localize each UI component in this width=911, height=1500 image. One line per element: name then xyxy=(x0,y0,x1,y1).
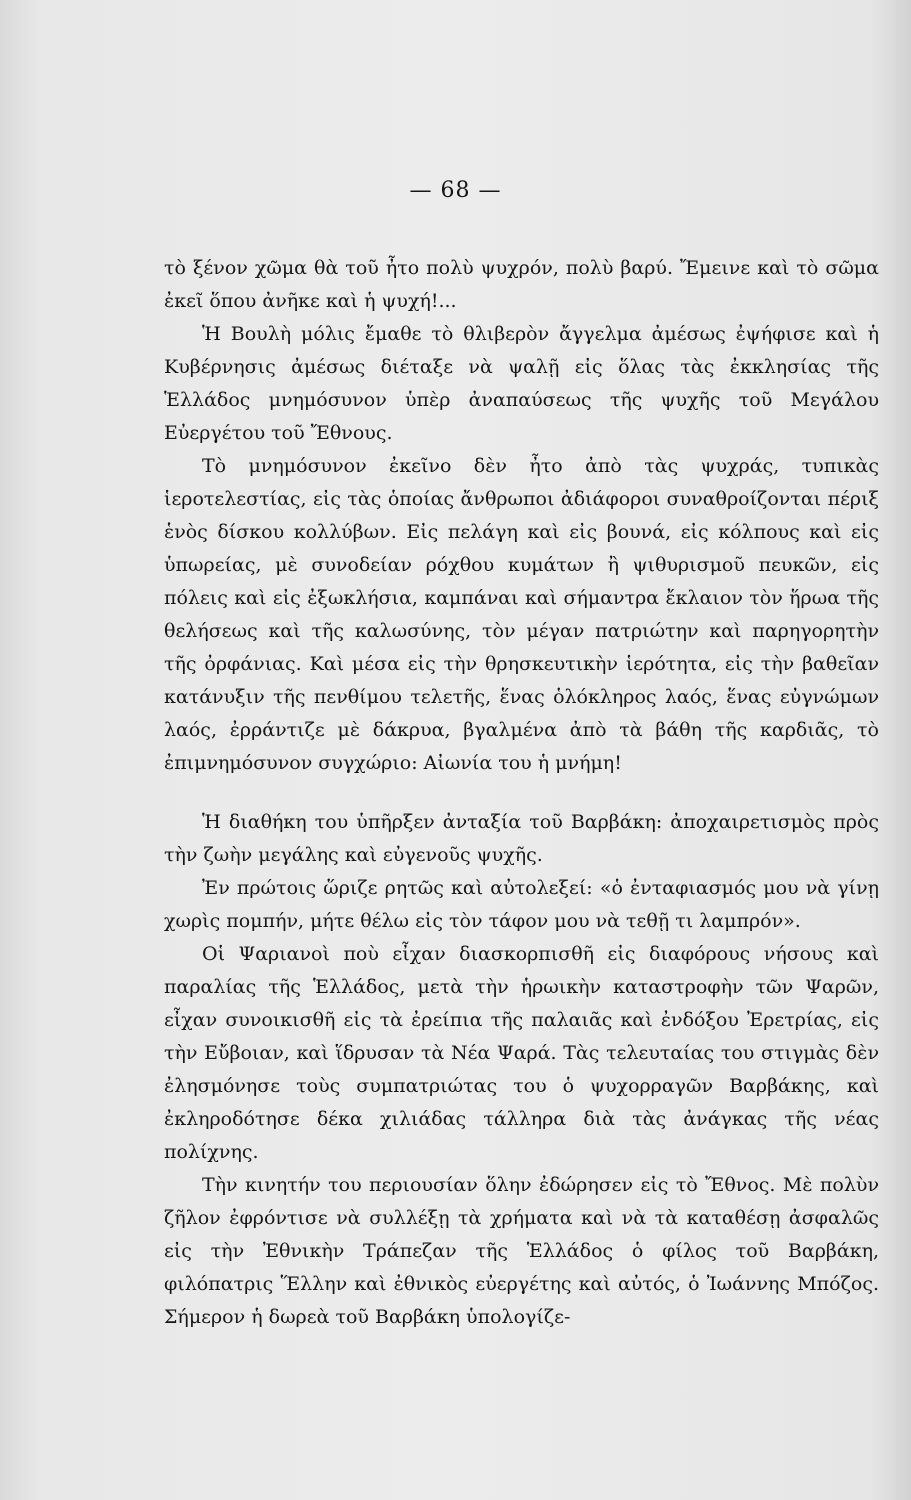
paragraph-1: τὸ ξένον χῶμα θὰ τοῦ ἦτο πολὺ ψυχρόν, πολὺ βαρύ. Ἔμεινε καὶ τὸ σῶμα ἐκεῖ ὅπου ἀνῆκε καὶ ἡ ψυχή!... xyxy=(164,257,879,312)
body-text xyxy=(164,252,879,1334)
paragraph-6: Οἱ Ψαριανοὶ ποὺ εἶχαν διασκορπισθῆ εἰς διαφόρους νήσους καὶ παραλίας τῆς Ἑλλάδος, μετὰ τὴν ἡρωικὴν καταστροφὴν τῶν Ψαρῶν, εἶχαν συνοικισθῆ εἰς τὰ ἐρείπια τῆς παλαιᾶς καὶ ἐνδόξου Ἐρετρίας, εἰς τὴν Εὔβοιαν, καὶ ἵδρυσαν τὰ Νέα Ψαρά. Τὰς τελευταίας του στιγμὰς δὲν ἐλησμόνησε τοὺς συμπατριώτας του ὁ ψυχορραγῶν Βαρβάκης, καὶ ἐκληροδότησε δέκα χιλιάδας τάλληρα διὰ τὰς ἀνάγκας τῆς νέας πολίχνης. xyxy=(164,943,879,1163)
paragraph-4: Ἡ διαθήκη του ὑπῆρξεν ἀνταξία τοῦ Βαρβάκη: ἀποχαιρετισμὸς πρὸς τὴν ζωὴν μεγάλης καὶ εὐγενοῦς ψυχῆς. xyxy=(164,811,879,866)
paragraph-7: Τὴν κινητήν του περιουσίαν ὅλην ἐδώρησεν εἰς τὸ Ἔθνος. Μὲ πολὺν ζῆλον ἐφρόντισε νὰ συλλέξῃ τὰ χρήματα καὶ νὰ τὰ καταθέσῃ ἀσφαλῶς εἰς τὴν Ἐθνικὴν Τράπεζαν τῆς Ἑλλάδος ὁ φίλος τοῦ Βαρβάκη, φιλόπατρις Ἕλλην καὶ ἐθνικὸς εὐεργέτης καὶ αὐτός, ὁ Ἰωάννης Μπόζος. Σήμερον ἡ δωρεὰ τοῦ Βαρβάκη ὑπολογίζε- xyxy=(164,1174,879,1328)
paragraph-2: Ἡ Βουλὴ μόλις ἔμαθε τὸ θλιβερὸν ἄγγελμα ἀμέσως ἐψήφισε καὶ ἡ Κυβέρνησις ἀμέσως διέταξε νὰ ψαλῇ εἰς ὅλας τὰς ἐκκλησίας τῆς Ἑλλάδος μνημόσυνον ὑπὲρ ἀναπαύσεως τῆς ψυχῆς τοῦ Μεγάλου Εὐεργέτου τοῦ Ἔθνους. xyxy=(164,323,879,444)
paragraph-5: Ἐν πρώτοις ὥριζε ρητῶς καὶ αὐτολεξεί: «ὁ ἐνταφιασμός μου νὰ γίνῃ χωρὶς πομπήν, μήτε θέλω εἰς τὸν τάφον μου νὰ τεθῇ τι λαμπρόν». xyxy=(164,877,879,932)
page-number: — 68 — xyxy=(409,178,502,203)
paragraph-3: Τὸ μνημόσυνον ἐκεῖνο δὲν ἦτο ἀπὸ τὰς ψυχράς, τυπικὰς ἱεροτελεστίας, εἰς τὰς ὁποίας ἄνθρωποι ἀδιάφοροι συναθροίζονται πέριξ ἑνὸς δίσκου κολλύβων. Εἰς πελάγη καὶ εἰς βουνά, εἰς κόλπους καὶ εἰς ὑπωρείας, μὲ συνοδείαν ρόχθου κυμάτων ἢ ψιθυρισμοῦ πευκῶν, εἰς πόλεις καὶ εἰς ἐξωκλήσια, καμπάναι καὶ σήμαντρα ἔκλαιον τὸν ἥρωα τῆς θελήσεως καὶ τῆς καλωσύνης, τὸν μέγαν πατριώτην καὶ παρηγορητὴν τῆς ὀρφάνιας. Καὶ μέσα εἰς τὴν θρησκευτικὴν ἱερότητα, εἰς τὴν βαθεῖαν κατάνυξιν τῆς πενθίμου τελετῆς, ἕνας ὁλόκληρος λαός, ἕνας εὐγνώμων λαός, ἐρράντιζε μὲ δάκρυα, βγαλμένα ἀπὸ τὰ βάθη τῆς καρδιᾶς, τὸ ἐπιμνημόσυνον συγχώριο: Αἰωνία του ἡ μνήμη! xyxy=(164,455,879,774)
